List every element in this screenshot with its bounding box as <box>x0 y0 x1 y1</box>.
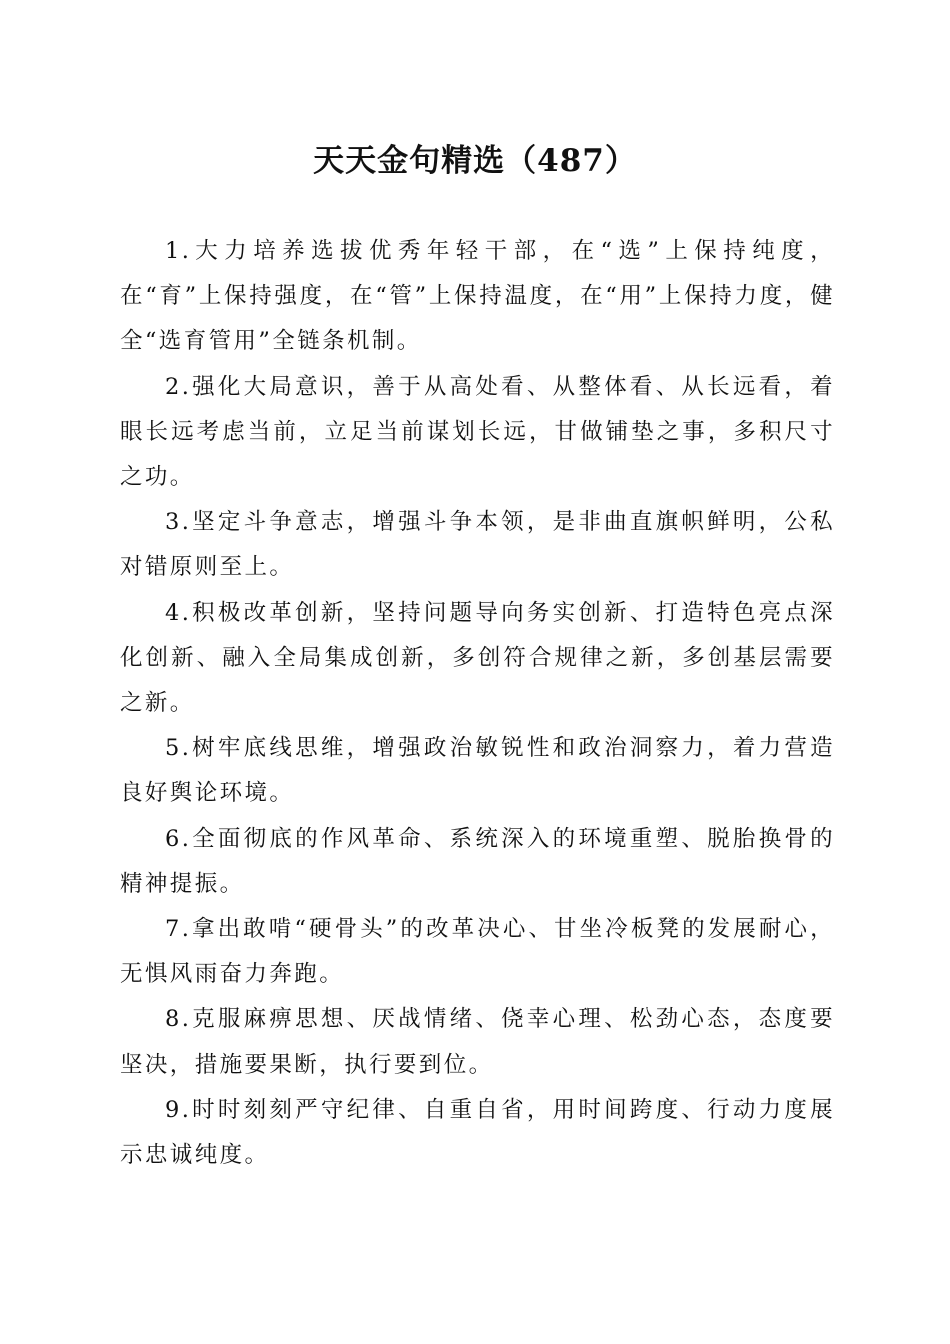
quote-item-5: 5.树牢底线思维，增强政治敏锐性和政治洞察力，着力营造良好舆论环境。 <box>120 735 835 807</box>
quote-item-7: 7.拿出敢啃“硬骨头”的改革决心、甘坐冷板凳的发展耐心，无惧风雨奋力奔跑。 <box>120 916 835 988</box>
quote-item-1: 1.大力培养选拔优秀年轻干部，在“选”上保持纯度，在“育”上保持强度，在“管”上保持温度，在“用”上保持力度，健全“选育管用”全链条机制。 <box>120 238 835 355</box>
quote-list <box>120 229 835 1178</box>
quote-item-8: 8.克服麻痹思想、厌战情绪、侥幸心理、松劲心态，态度要坚决，措施要果断，执行要到位。 <box>120 1006 835 1078</box>
quote-item-4: 4.积极改革创新，坚持问题导向务实创新、打造特色亮点深化创新、融入全局集成创新，多创符合规律之新，多创基层需要之新。 <box>120 599 835 717</box>
quote-item-3: 3.坚定斗争意志，增强斗争本领，是非曲直旗帜鲜明，公私对错原则至上。 <box>120 509 835 581</box>
quote-item-2: 2.强化大局意识，善于从高处看、从整体看、从长远看，着眼长远考虑当前，立足当前谋划长远，甘做铺垫之事，多积尺寸之功。 <box>120 373 835 491</box>
quote-item-9: 9.时时刻刻严守纪律、自重自省，用时间跨度、行动力度展示忠诚纯度。 <box>120 1096 835 1169</box>
page-title: 天天金句精选（487） <box>313 143 637 179</box>
quote-item-6: 6.全面彻底的作风革命、系统深入的环境重塑、脱胎换骨的精神提振。 <box>120 825 835 897</box>
